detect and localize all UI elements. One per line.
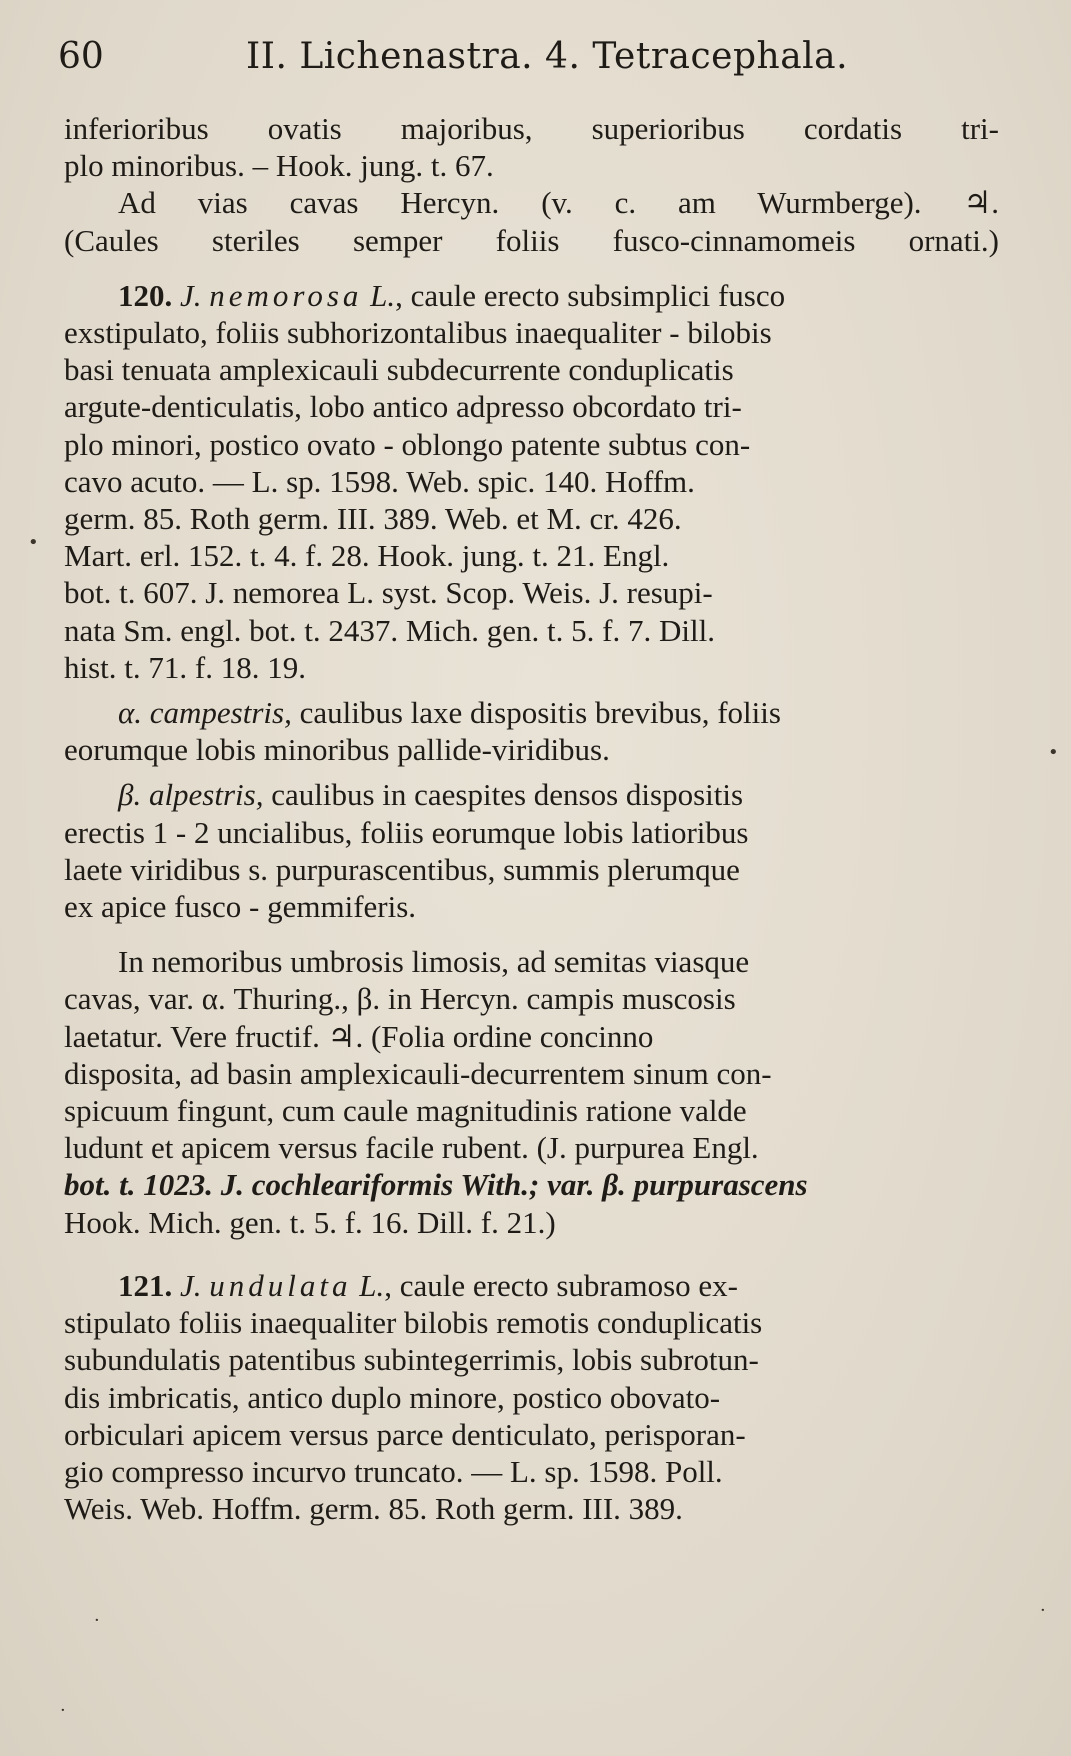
text-line: laetatur. Vere fructif. ♃. (Folia ordine concinno <box>64 1018 654 1054</box>
text-line: inferioribus ovatis majoribus, superioribus cordatis tri- <box>64 111 999 146</box>
text-line: caulibus in caespites densos dispositis <box>263 777 744 813</box>
species-entry-121 <box>64 1267 999 1527</box>
text-line: Ad vias cavas Hercyn. (v. c. am Wurmberge). ♃. <box>118 185 999 221</box>
text-line: caulibus laxe dispositis brevibus, foliis <box>291 695 781 731</box>
text-line: ex apice fusco - gemmiferis. <box>64 889 417 925</box>
species-genus: J. <box>180 277 202 313</box>
text-line: erectis 1 - 2 uncialibus, foliis eorumque lobis latioribus <box>64 814 749 850</box>
species-epithet: nemorosa <box>209 277 363 313</box>
text-line: , caule erecto subsimplici fusco <box>395 277 786 313</box>
text-line: nata Sm. engl. bot. t. 2437. Mich. gen. t. 5. f. 7. Dill. <box>64 612 715 648</box>
text-line: (Caules steriles semper foliis fusco-cinnamomeis ornati.) <box>64 222 999 258</box>
species-genus: J. <box>180 1267 202 1303</box>
paper-speck: • <box>28 532 39 553</box>
text-line: gio compresso incurvo truncato. — L. sp. 1598. Poll. <box>64 1453 723 1489</box>
spacer <box>64 768 999 776</box>
text-line: In nemoribus umbrosis limosis, ad semitas viasque <box>118 944 750 980</box>
paper-speck: · <box>94 1610 100 1631</box>
text-line: stipulato foliis inaequaliter bilobis remotis conduplicatis <box>64 1305 763 1341</box>
text-line: cavas, var. α. Thuring., β. in Hercyn. campis muscosis <box>64 981 736 1017</box>
text-line: plo minori, postico ovato - oblongo patente subtus con- <box>64 426 751 462</box>
body-text <box>64 110 999 1527</box>
species-entry-120 <box>64 277 999 686</box>
paper-speck: • <box>1048 742 1059 763</box>
text-line: Hook. Mich. gen. t. 5. f. 16. Dill. f. 21.) <box>64 1204 556 1240</box>
species-number: 120. <box>118 277 173 313</box>
text-line: eorumque lobis minoribus pallide-viridibus. <box>64 732 610 768</box>
spacer <box>64 686 999 694</box>
paper-speck: · <box>60 1700 66 1721</box>
text-line: basi tenuata amplexicauli subdecurrente conduplicatis <box>64 352 734 388</box>
text-line: disposita, ad basin amplexicauli-decurrentem sinum con- <box>64 1055 772 1091</box>
variety-alpha <box>64 694 999 768</box>
text-line: , caule erecto subramoso ex- <box>384 1267 739 1303</box>
text-line: Weis. Web. Hoffm. germ. 85. Roth germ. III. 389. <box>64 1491 683 1527</box>
spacer <box>64 259 999 277</box>
spacer <box>64 925 999 943</box>
species-number: 121. <box>118 1267 173 1303</box>
text-line: spicuum fingunt, cum caule magnitudinis ratione valde <box>64 1093 747 1129</box>
text-line: cavo acuto. — L. sp. 1598. Web. spic. 140. Hoffm. <box>64 463 695 499</box>
text-line: ludunt et apicem versus facile rubent. (J. purpurea Engl. <box>64 1130 759 1166</box>
text-line: subundulatis patentibus subintegerrimis, lobis subrotun- <box>64 1342 759 1378</box>
paper-speck: · <box>1040 1600 1046 1621</box>
species-author: L. <box>359 1267 385 1303</box>
text-line: hist. t. 71. f. 18. 19. <box>64 649 306 685</box>
running-title: II. Lichenastra. 4. Tetracephala. <box>246 36 849 77</box>
text-line: Mart. erl. 152. t. 4. f. 28. Hook. jung. t. 21. Engl. <box>64 538 670 574</box>
page-header <box>58 36 1011 86</box>
species-epithet: undulata <box>209 1267 352 1303</box>
text-line: bot. t. 607. J. nemorea L. syst. Scop. Weis. J. resupi- <box>64 575 713 611</box>
spacer <box>64 1241 999 1267</box>
text-line: bot. t. 1023. J. cochleariformis With.; var. β. purpurascens <box>64 1167 808 1203</box>
text-line: orbiculari apicem versus parce denticulato, perisporan- <box>64 1416 746 1452</box>
text-line: argute-denticulatis, lobo antico adpresso obcordato tri- <box>64 389 742 425</box>
variety-beta <box>64 776 999 925</box>
text-line: dis imbricatis, antico duplo minore, postico obovato- <box>64 1379 721 1415</box>
variety-label: α. campestris, <box>118 695 292 731</box>
text-line: plo minoribus. – Hook. jung. t. 67. <box>64 148 494 184</box>
page-number: 60 <box>58 36 104 77</box>
text-line: laete viridibus s. purpurascentibus, summis plerumque <box>64 851 740 887</box>
habitat-paragraph <box>64 943 999 1241</box>
variety-label: β. alpestris, <box>118 777 264 813</box>
continuation-paragraph <box>64 110 999 184</box>
habitat-paragraph <box>64 184 999 258</box>
text-line: germ. 85. Roth germ. III. 389. Web. et M. cr. 426. <box>64 501 682 537</box>
text-line: exstipulato, foliis subhorizontalibus inaequaliter - bilobis <box>64 315 772 351</box>
species-author: L. <box>370 277 396 313</box>
